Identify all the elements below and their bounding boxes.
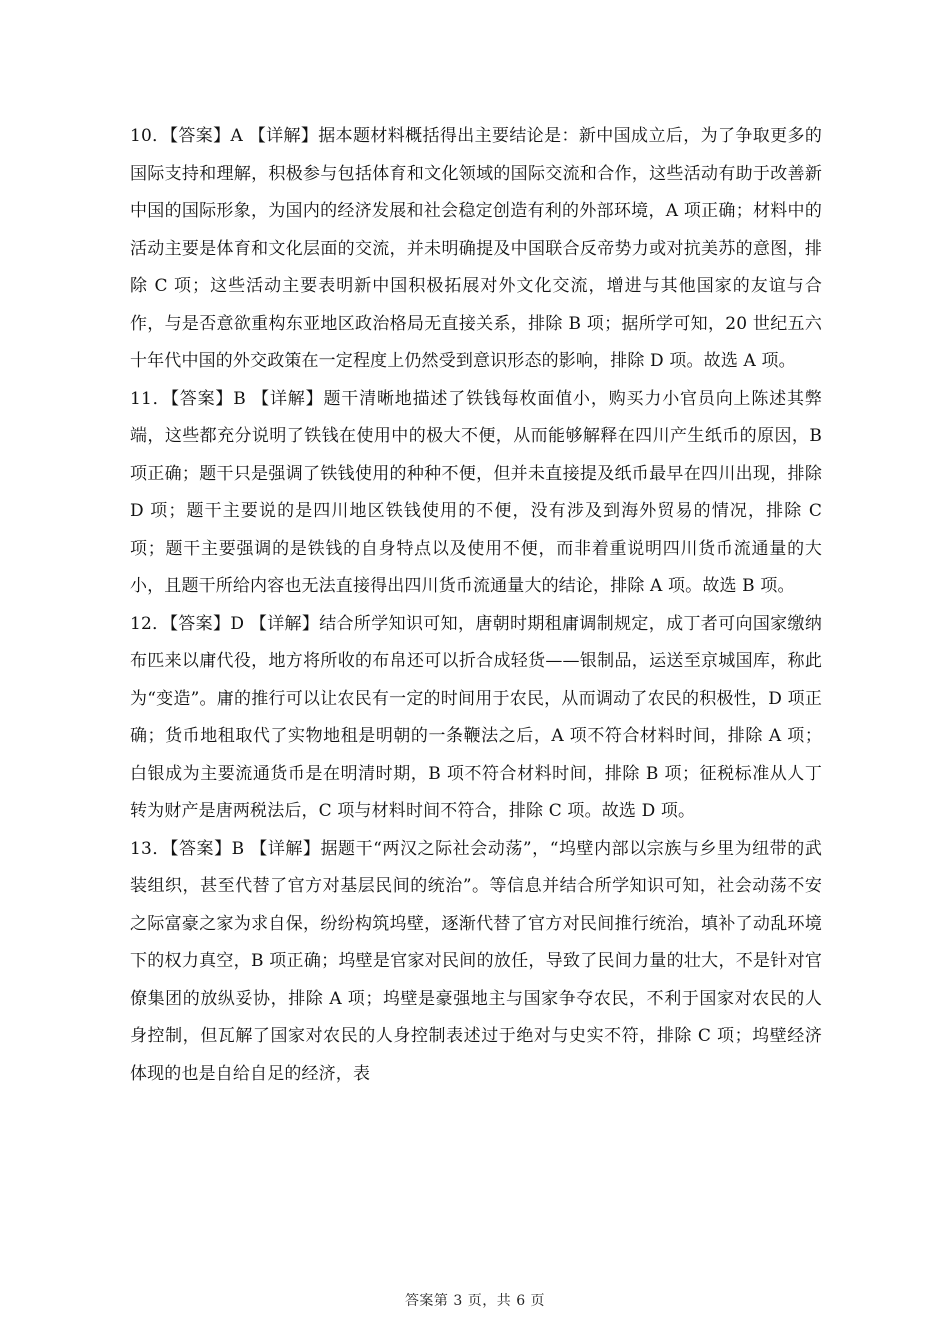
answer-item-11: 11．【答案】B 【详解】题干清晰地描述了铁钱每枚面值小，购买力小官员向上陈述其弊端，这些都充分说明了铁钱在使用中的极大不便，从而能够解释在四川产生纸币的原因，B 项正确；题干只是强调了铁钱使用的种种不便，但并未直接提及纸币最早在四川出现，排除 D 项；题干主要说的是四川地区铁钱使用的不便，没有涉及到海外贸易的情况，排除 C 项；题干主要强调的是铁钱的自身特点以及使用不便，而非着重说明四川货币流通量的大小，且题干所给内容也无法直接得出四川货币流通量大的结论，排除 A 项。故选 B 项。: [130, 388, 822, 596]
page-footer: 答案第 3 页，共 6 页: [404, 1293, 546, 1309]
answer-item-13: 13．【答案】B 【详解】据题干“两汉之际社会动荡”，“坞壁内部以宗族与乡里为纽带的武装组织，甚至代替了官方对基层民间的统治”。等信息并结合所学知识可知，社会动荡不安之际富豪之家为求自保，纷纷构筑坞壁，逐渐代替了官方对民间推行统治，填补了动乱环境下的权力真空，B 项正确；坞壁是官家对民间的放任，导致了民间力量的壮大，不是针对官僚集团的放纵妥协，排除 A 项；坞壁是豪强地主与国家争夺农民，不利于国家对农民的人身控制，但瓦解了国家对农民的人身控制表述过于绝对与史实不符，排除 C 项；坞壁经济体现的也是自给自足的经济，表: [130, 838, 822, 1084]
answer-item-10: 10．【答案】A 【详解】据本题材料概括得出主要结论是：新中国成立后，为了争取更多的国际支持和理解，积极参与包括体育和文化领域的国际交流和合作，这些活动有助于改善新中国的国际形象，为国内的经济发展和社会稳定创造有利的外部环境，A 项正确；材料中的活动主要是体育和文化层面的交流，并未明确提及中国联合反帝势力或对抗美苏的意图，排除 C 项；这些活动主要表明新中国积极拓展对外文化交流，增进与其他国家的友谊与合作，与是否意欲重构东亚地区政治格局无直接关系，排除 B 项；据所学可知，20 世纪五六十年代中国的外交政策在一定程度上仍然受到意识形态的影响，排除 D 项。故选 A 项。: [130, 126, 822, 371]
answer-item-12: 12．【答案】D 【详解】结合所学知识可知，唐朝时期租庸调制规定，成丁者可向国家缴纳布匹来以庸代役，地方将所收的布帛还可以折合成轻货——银制品，运送至京城国库，称此为“变造”。庸的推行可以让农民有一定的时间用于农民，从而调动了农民的积极性，D 项正确；货币地租取代了实物地租是明朝的一条鞭法之后，A 项不符合材料时间，排除 A 项；白银成为主要流通货币是在明清时期，B 项不符合材料时间，排除 B 项；征税标准从人丁转为财产是唐两税法后，C 项与材料时间不符合，排除 C 项。故选 D 项。: [130, 613, 822, 821]
answer-content: [130, 118, 822, 1093]
